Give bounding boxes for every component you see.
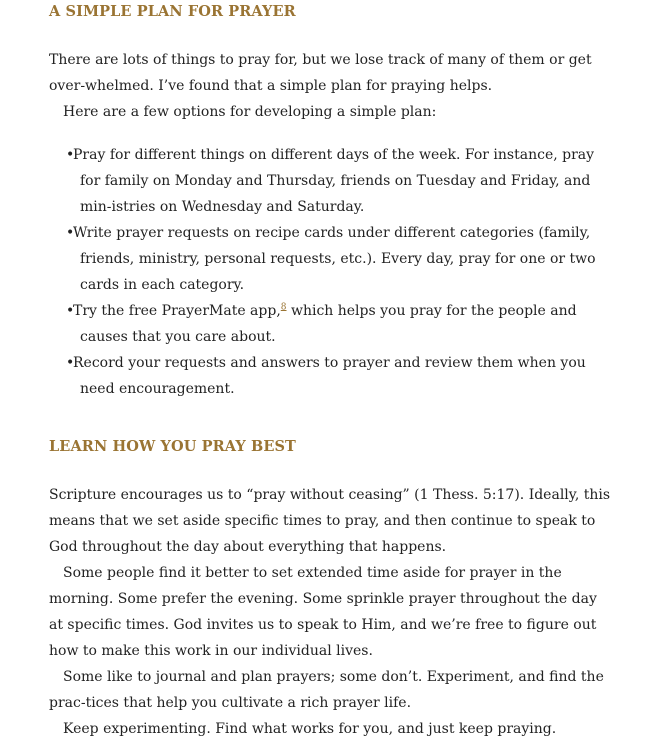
bullet-icon: •: [66, 355, 75, 371]
paragraph-journal: Some like to journal and plan prayers; some don’t. Experiment, and find the prac-tices that help you cultivate a rich prayer life.: [49, 669, 604, 711]
paragraph-keep-praying: Keep experimenting. Find what works for you, and just keep praying.: [63, 721, 557, 737]
paragraph-intro: There are lots of things to pray for, but we lose track of many of them or get over-whelmed. I’ve found that a simple plan for praying helps.: [49, 52, 592, 94]
footnote-link[interactable]: 8: [280, 302, 287, 313]
section-heading-simple-plan: A SIMPLE PLAN FOR PRAYER: [49, 3, 296, 20]
list-item-text-before: Try the free PrayerMate app,: [73, 303, 281, 319]
list-item: [49, 350, 611, 402]
list-item-text-after: which helps you pray for the people and causes that you care about.: [80, 303, 577, 345]
bullet-list-plan-options: [49, 142, 611, 402]
list-item-text: Record your requests and answers to prayer and review them when you need encouragement.: [73, 355, 586, 397]
list-item-text: Write prayer requests on recipe cards under different categories (family, friends, ministry, personal requests, etc.). Every day, pray for one or two cards in each category.: [73, 225, 596, 293]
paragraph-scripture: Scripture encourages us to “pray without ceasing” (1 Thess. 5:17). Ideally, this means that we set aside specific times to pray, and then continue to speak to God throughout the day about everything that happens.: [49, 487, 611, 555]
list-item: [49, 298, 611, 350]
paragraph-timing: Some people find it better to set extended time aside for prayer in the morning. Some prefer the evening. Some sprinkle prayer throughout the day at specific times. God invites us to speak to Him, and we’re free to figure out how to make this work in our individual lives.: [49, 565, 597, 659]
section-heading-learn: LEARN HOW YOU PRAY BEST: [49, 438, 296, 455]
bullet-icon: •: [66, 225, 75, 241]
list-item-text: Pray for different things on different days of the week. For instance, pray for family on Monday and Thursday, friends on Tuesday and Friday, and min-istries on Wednesday and Saturday.: [73, 147, 595, 215]
list-item: [49, 220, 611, 298]
paragraph-options-lead: Here are a few options for developing a simple plan:: [63, 104, 437, 120]
bullet-icon: •: [66, 147, 75, 163]
list-item: [49, 142, 611, 220]
bullet-icon: •: [66, 303, 75, 319]
